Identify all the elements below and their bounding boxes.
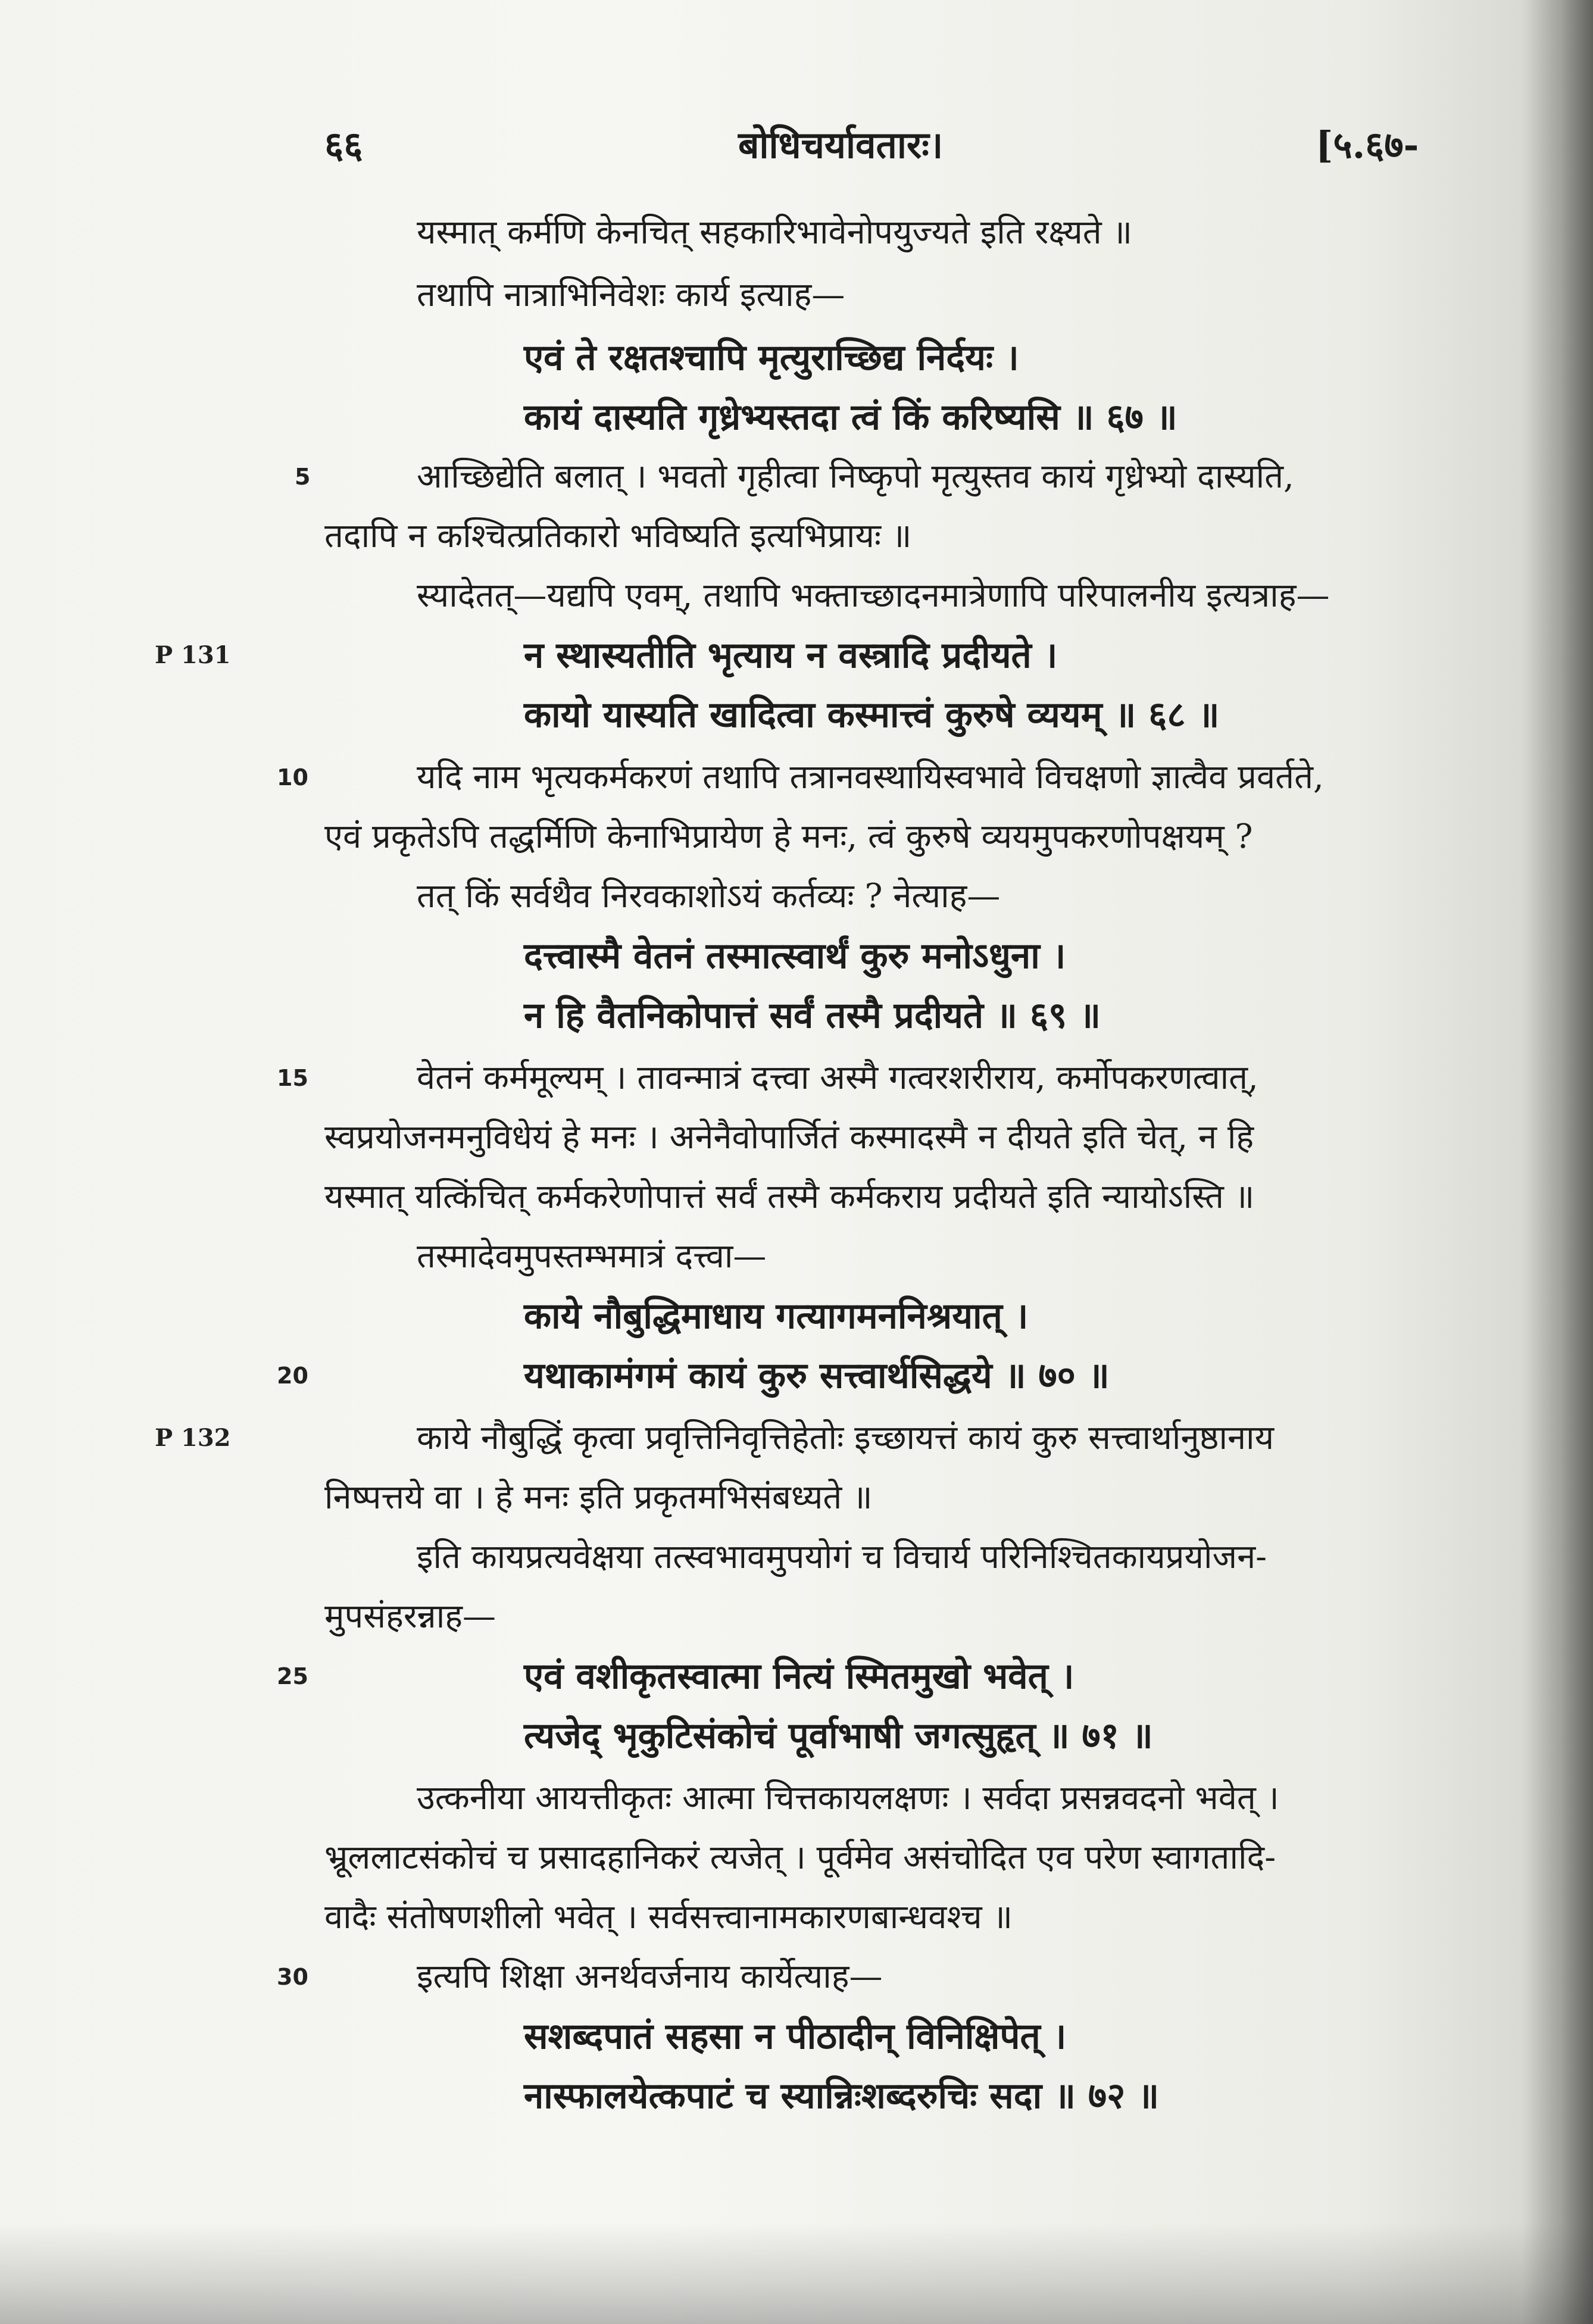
page-reference: P 132 <box>155 1424 231 1452</box>
verse-line: एवं वशीकृतस्वात्मा नित्यं स्मितमुखो भवेत् । <box>524 1655 1075 1697</box>
verse-line: दत्त्वास्मै वेतनं तस्मात्स्वार्थं कुरु मनोऽधुना । <box>524 935 1066 977</box>
line-number: 5 <box>295 464 311 490</box>
text-line: काये नौबुद्धिं कृत्वा प्रवृत्तिनिवृत्तिहेतोः इच्छायत्तं कायं कुरु सत्त्वार्थानुष्ठानाय <box>417 1419 1275 1457</box>
line-number: 20 <box>277 1363 308 1389</box>
scan-shadow-bottom <box>0 2223 1593 2324</box>
page-reference: P 131 <box>155 641 231 669</box>
verse-line: यथाकामंगमं कायं कुरु सत्त्वार्थसिद्धये ॥ ७० ॥ <box>524 1355 1110 1397</box>
text-line: स्वप्रयोजनमनुविधेयं हे मनः । अनेनैवोपार्जितं कस्मादस्मै न दीयते इति चेत्, न हि <box>324 1118 1254 1157</box>
verse-line: न स्थास्यतीति भृत्याय न वस्त्रादि प्रदीयते । <box>524 635 1058 676</box>
text-line: इत्यपि शिक्षा अनर्थवर्जनाय कार्येत्याह— <box>417 1957 883 1996</box>
text-line: मुपसंहरन्नाह— <box>324 1597 496 1636</box>
line-number: 25 <box>277 1663 308 1689</box>
scan-shadow-right <box>1522 0 1593 2324</box>
line-number: 15 <box>277 1065 308 1091</box>
text-line: यदि नाम भृत्यकर्मकरणं तथापि तत्रानवस्थायिस्वभावे विचक्षणो ज्ञात्वैव प्रवर्तते, <box>417 758 1324 796</box>
running-title: बोधिचर्यावतारः। <box>738 123 944 167</box>
text-line: तस्मादेवमुपस्तम्भमात्रं दत्त्वा— <box>417 1237 767 1276</box>
verse-line: त्यजेद् भृकुटिसंकोचं पूर्वाभाषी जगत्सुहृत् ॥ ७१ ॥ <box>524 1715 1153 1757</box>
text-line: तथापि नात्राभिनिवेशः कार्य इत्याह— <box>417 276 845 314</box>
verse-line: कायो यास्यति खादित्वा कस्मात्त्वं कुरुषे व्ययम् ॥ ६८ ॥ <box>524 694 1220 736</box>
verse-reference: [५.६७- <box>1316 123 1419 167</box>
text-line: भ्रूललाटसंकोचं च प्रसादहानिकरं त्यजेत् । पूर्वमेव असंचोदित एव परेण स्वागतादि- <box>324 1838 1276 1877</box>
text-line: यस्मात् कर्मणि केनचित् सहकारिभावेनोपयुज्यते इति रक्ष्यते ॥ <box>417 213 1133 252</box>
verse-line: काये नौबुद्धिमाधाय गत्यागमननिश्रयात् । <box>524 1295 1029 1337</box>
line-number: 30 <box>277 1964 308 1990</box>
verse-line: नास्फालयेत्कपाटं च स्यान्निःशब्दरुचिः सदा ॥ ७२ ॥ <box>524 2075 1160 2117</box>
text-line: यस्मात् यत्किंचित् कर्मकरेणोपात्तं सर्वं तस्मै कर्मकराय प्रदीयते इति न्यायोऽस्ति ॥ <box>324 1177 1255 1216</box>
text-line: एवं प्रकृतेऽपि तद्धर्मिणि केनाभिप्रायेण हे मनः, त्वं कुरुषे व्ययमुपकरणोपक्षयम् ? <box>324 817 1253 856</box>
text-line: वादैः संतोषणशीलो भवेत् । सर्वसत्त्वानामकारणबान्धवश्च ॥ <box>324 1898 1013 1936</box>
text-line: निष्पत्तये वा । हे मनः इति प्रकृतमभिसंबध्यते ॥ <box>324 1478 873 1517</box>
page-number: ६६ <box>324 123 363 167</box>
verse-line: एवं ते रक्षतश्चापि मृत्युराच्छिद्य निर्दयः । <box>524 337 1019 379</box>
verse-line: कायं दास्यति गृध्रेभ्यस्तदा त्वं किं करिष्यसि ॥ ६७ ॥ <box>524 396 1177 438</box>
verse-line: सशब्दपातं सहसा न पीठादीन् विनिक्षिपेत् । <box>524 2016 1067 2057</box>
text-line: स्यादेतत्—यद्यपि एवम्, तथापि भक्ताच्छादनमात्रेणापि परिपालनीय इत्यत्राह— <box>417 576 1330 615</box>
text-line: तदापि न कश्चित्प्रतिकारो भविष्यति इत्यभिप्रायः ॥ <box>324 517 912 555</box>
text-line: वेतनं कर्ममूल्यम् । तावन्मात्रं दत्त्वा अस्मै गत्वरशरीराय, कर्मोपकरणत्वात्, <box>417 1058 1258 1097</box>
verse-line: न हि वैतनिकोपात्तं सर्वं तस्मै प्रदीयते ॥ ६९ ॥ <box>524 995 1101 1036</box>
text-line: आच्छिद्येति बलात् । भवतो गृहीत्वा निष्कृपो मृत्युस्तव कायं गृध्रेभ्यो दास्यति, <box>417 457 1294 496</box>
text-line: उत्कनीया आयत्तीकृतः आत्मा चित्तकायलक्षणः । सर्वदा प्रसन्नवदनो भवेत् । <box>417 1779 1279 1817</box>
text-line: इति कायप्रत्यवेक्षया तत्स्वभावमुपयोगं च विचार्य परिनिश्चितकायप्रयोजन- <box>417 1538 1267 1576</box>
text-line: तत् किं सर्वथैव निरवकाशोऽयं कर्तव्यः ? नेत्याह— <box>417 877 1001 916</box>
line-number: 10 <box>277 764 308 791</box>
